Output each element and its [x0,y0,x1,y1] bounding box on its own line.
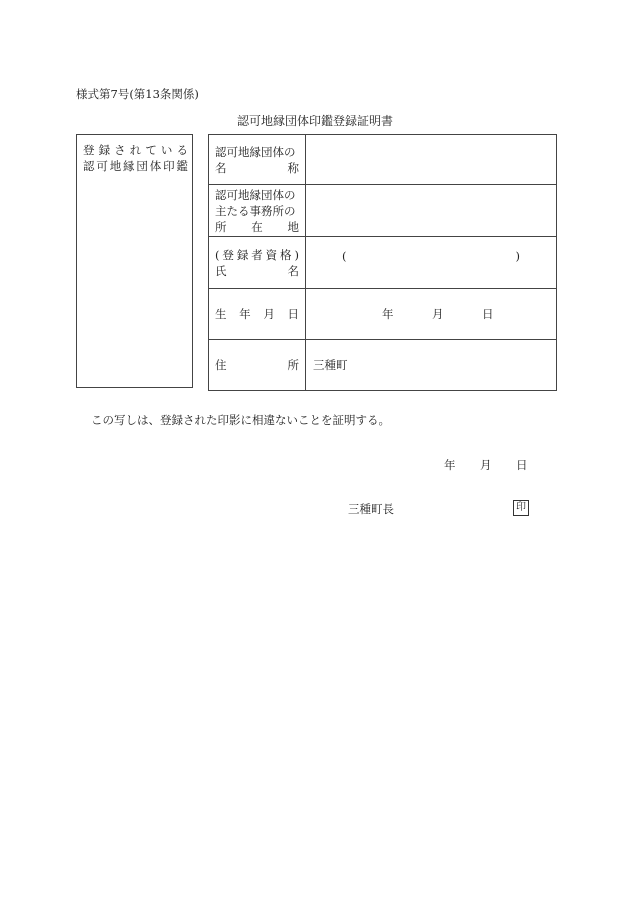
registrant-paren-close: ) [515,249,520,263]
table-row-registrant [209,237,557,289]
table-row-address [209,340,557,391]
seal-box-label-char: れ [129,143,142,157]
birth-label-char: 年 [239,307,251,321]
registrant-label-char: 名 [287,263,299,278]
registrant-label-line-1 [215,247,299,263]
name-value-cell [306,135,557,185]
seal-box-label-char: 地 [109,159,122,173]
seal-box-label-char: 鑑 [176,159,188,173]
seal-box-label [83,142,188,174]
birth-day-unit: 日 [482,307,494,321]
seal-box-label-line-2 [83,158,188,174]
birth-label-cell [209,289,306,340]
name-label-cell [209,135,306,185]
address-label [215,357,299,373]
birth-label-char: 日 [287,307,299,321]
registrant-label-line-2 [215,263,299,279]
seal-box-label-char: 録 [98,143,111,157]
table-row-name [209,135,557,185]
registrant-paren-open: ( [342,249,347,263]
birth-month-unit: 月 [432,307,444,321]
seal-box-label-char: さ [114,143,126,157]
birth-label-char: 生 [215,307,227,321]
name-label-line-1: 認可地縁団体の [215,144,296,159]
birth-label [215,306,299,322]
registrant-label-char: 氏 [215,263,227,278]
official-seal-mark: 印 [513,500,529,516]
office-label-char: 在 [251,219,263,234]
address-value: 三種町 [313,358,348,372]
issue-month-unit: 月 [480,458,492,472]
seal-box-label-char: 体 [149,159,162,173]
issuer-title: 三種町長 [348,502,394,516]
seal-box-label-char: 登 [83,143,95,157]
seal-box-label-char: 可 [96,159,108,173]
certificate-info-table [208,134,557,391]
issue-date-line [444,457,528,473]
name-label-char: 名 [215,160,227,175]
seal-impression-box [76,134,193,388]
seal-box-label-char: い [160,143,173,157]
table-row-birthdate [209,289,557,340]
registrant-value-cell [306,237,557,289]
registrant-label-char: 資 [265,247,278,262]
name-label-line-2 [215,160,299,176]
seal-box-label-char: 縁 [123,159,135,173]
address-value-cell [306,340,557,391]
birth-label-char: 月 [263,307,275,321]
registrant-label-char: 格 [280,247,292,262]
form-number: 様式第7号(第13条関係) [76,87,199,101]
issue-year-unit: 年 [444,458,456,472]
seal-box-label-line-1 [83,142,188,158]
seal-box-label-char: 団 [136,159,148,173]
address-label-cell [209,340,306,391]
seal-box-label-char: て [145,143,157,157]
registrant-label-char: 登 [222,247,234,262]
office-value-cell [306,185,557,237]
table-row-office [209,185,557,237]
seal-box-label-char: 認 [83,159,95,173]
registrant-label-char: 録 [236,247,249,262]
address-label-char: 住 [215,358,227,372]
birth-value-cell [306,289,557,340]
office-label-char: 所 [215,219,227,234]
birth-year-unit: 年 [382,307,394,321]
office-label-line-3 [215,219,299,235]
seal-box-label-char: 印 [163,159,175,173]
registrant-label-cell [209,237,306,289]
address-label-char: 所 [287,358,299,372]
office-label-char: 地 [287,219,299,234]
office-label-cell [209,185,306,237]
seal-box-label-char: る [176,143,188,157]
office-label-line-2: 主たる事務所の [215,203,296,218]
registrant-label-char: 者 [251,247,263,262]
issue-day-unit: 日 [516,458,528,472]
name-label-char: 称 [287,160,299,175]
registrant-label-char: ( [215,247,220,262]
certification-statement: この写しは、登録された印影に相違ないことを証明する。 [91,413,390,427]
office-label-line-1: 認可地縁団体の [215,187,296,202]
registrant-label-char: ) [294,247,299,262]
document-title: 認可地縁団体印鑑登録証明書 [236,114,393,128]
